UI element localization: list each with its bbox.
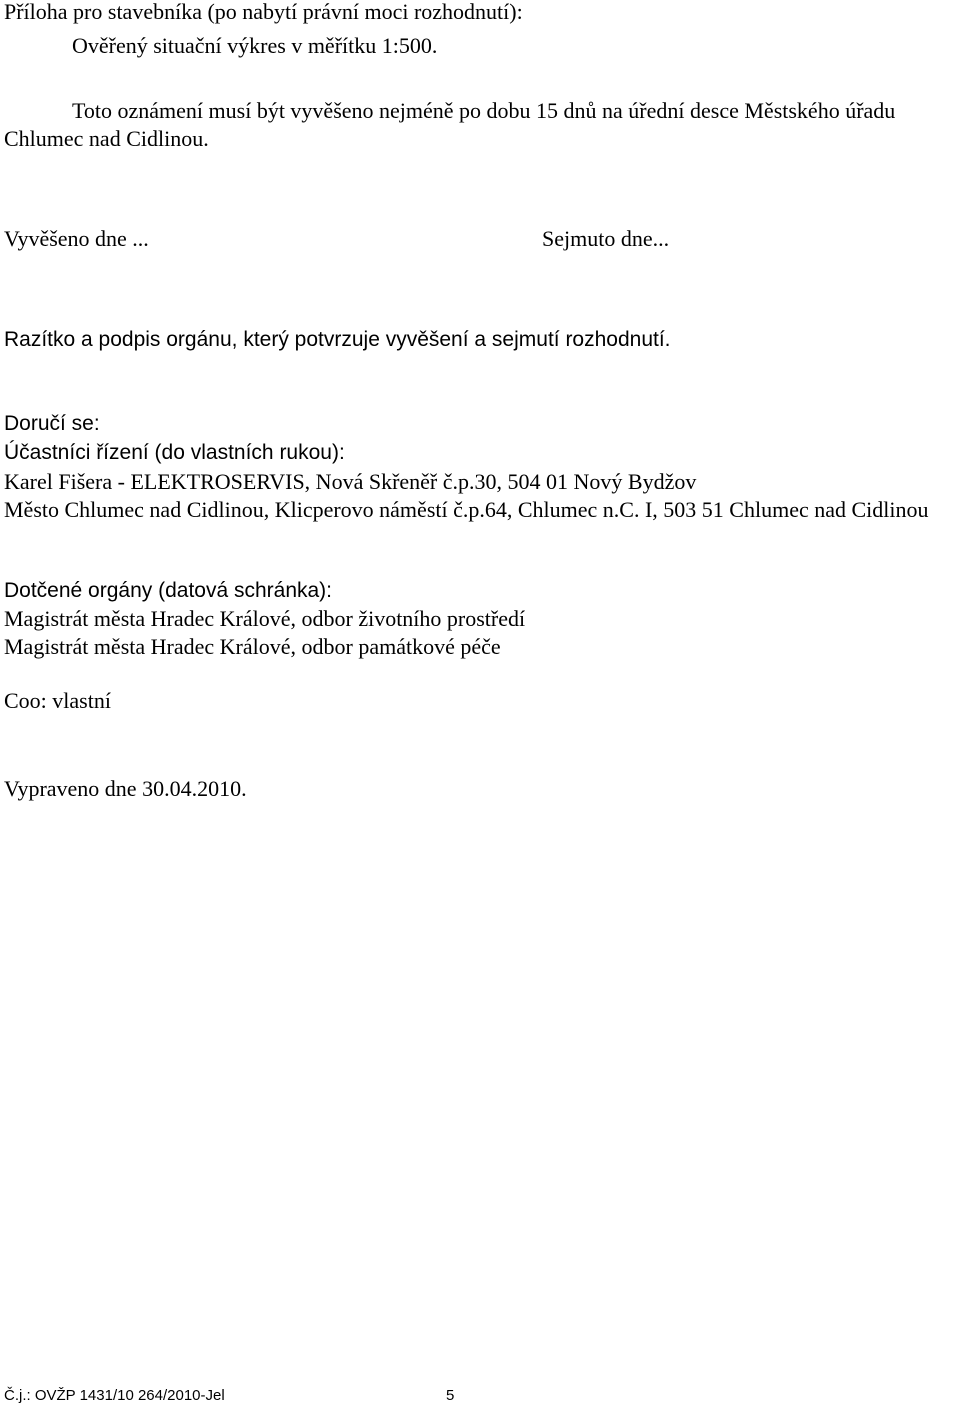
stamp-signature-note: Razítko a podpis orgánu, který potvrzuje vyvěšení a sejmutí rozhodnutí.: [4, 328, 671, 351]
copy-note: Coo: vlastní: [4, 688, 111, 713]
attachment-item: Ověřený situační výkres v měřítku 1:500.: [72, 33, 438, 58]
authority-item: Magistrát města Hradec Králové, odbor životního prostředí: [4, 606, 526, 631]
delivery-heading: Doručí se:: [4, 412, 100, 435]
page-number: 5: [446, 1387, 455, 1404]
authority-item: Magistrát města Hradec Králové, odbor památkové péče: [4, 634, 501, 659]
posted-date-label: Vyvěšeno dne ...: [4, 226, 149, 251]
dispatch-date: Vypraveno dne 30.04.2010.: [4, 776, 247, 801]
participants-heading: Účastníci řízení (do vlastních rukou):: [4, 441, 345, 464]
attachment-heading: Příloha pro stavebníka (po nabytí právní moci rozhodnutí):: [4, 0, 523, 24]
notice-text: Toto oznámení musí být vyvěšeno nejméně po dobu 15 dnů na úřední desce Městského úřadu Chlumec nad Cidlinou.: [4, 98, 896, 151]
reference-number: Č.j.: OVŽP 1431/10 264/2010-Jel: [4, 1387, 225, 1404]
authorities-heading: Dotčené orgány (datová schránka):: [4, 579, 333, 602]
participant-item: Město Chlumec nad Cidlinou, Klicperovo náměstí č.p.64, Chlumec n.C. I, 503 51 Chlumec nad Cidlinou: [4, 497, 929, 522]
removed-date-label: Sejmuto dne...: [542, 226, 670, 251]
participant-item: Karel Fišera - ELEKTROSERVIS, Nová Skřeněř č.p.30, 504 01 Nový Bydžov: [4, 469, 697, 494]
